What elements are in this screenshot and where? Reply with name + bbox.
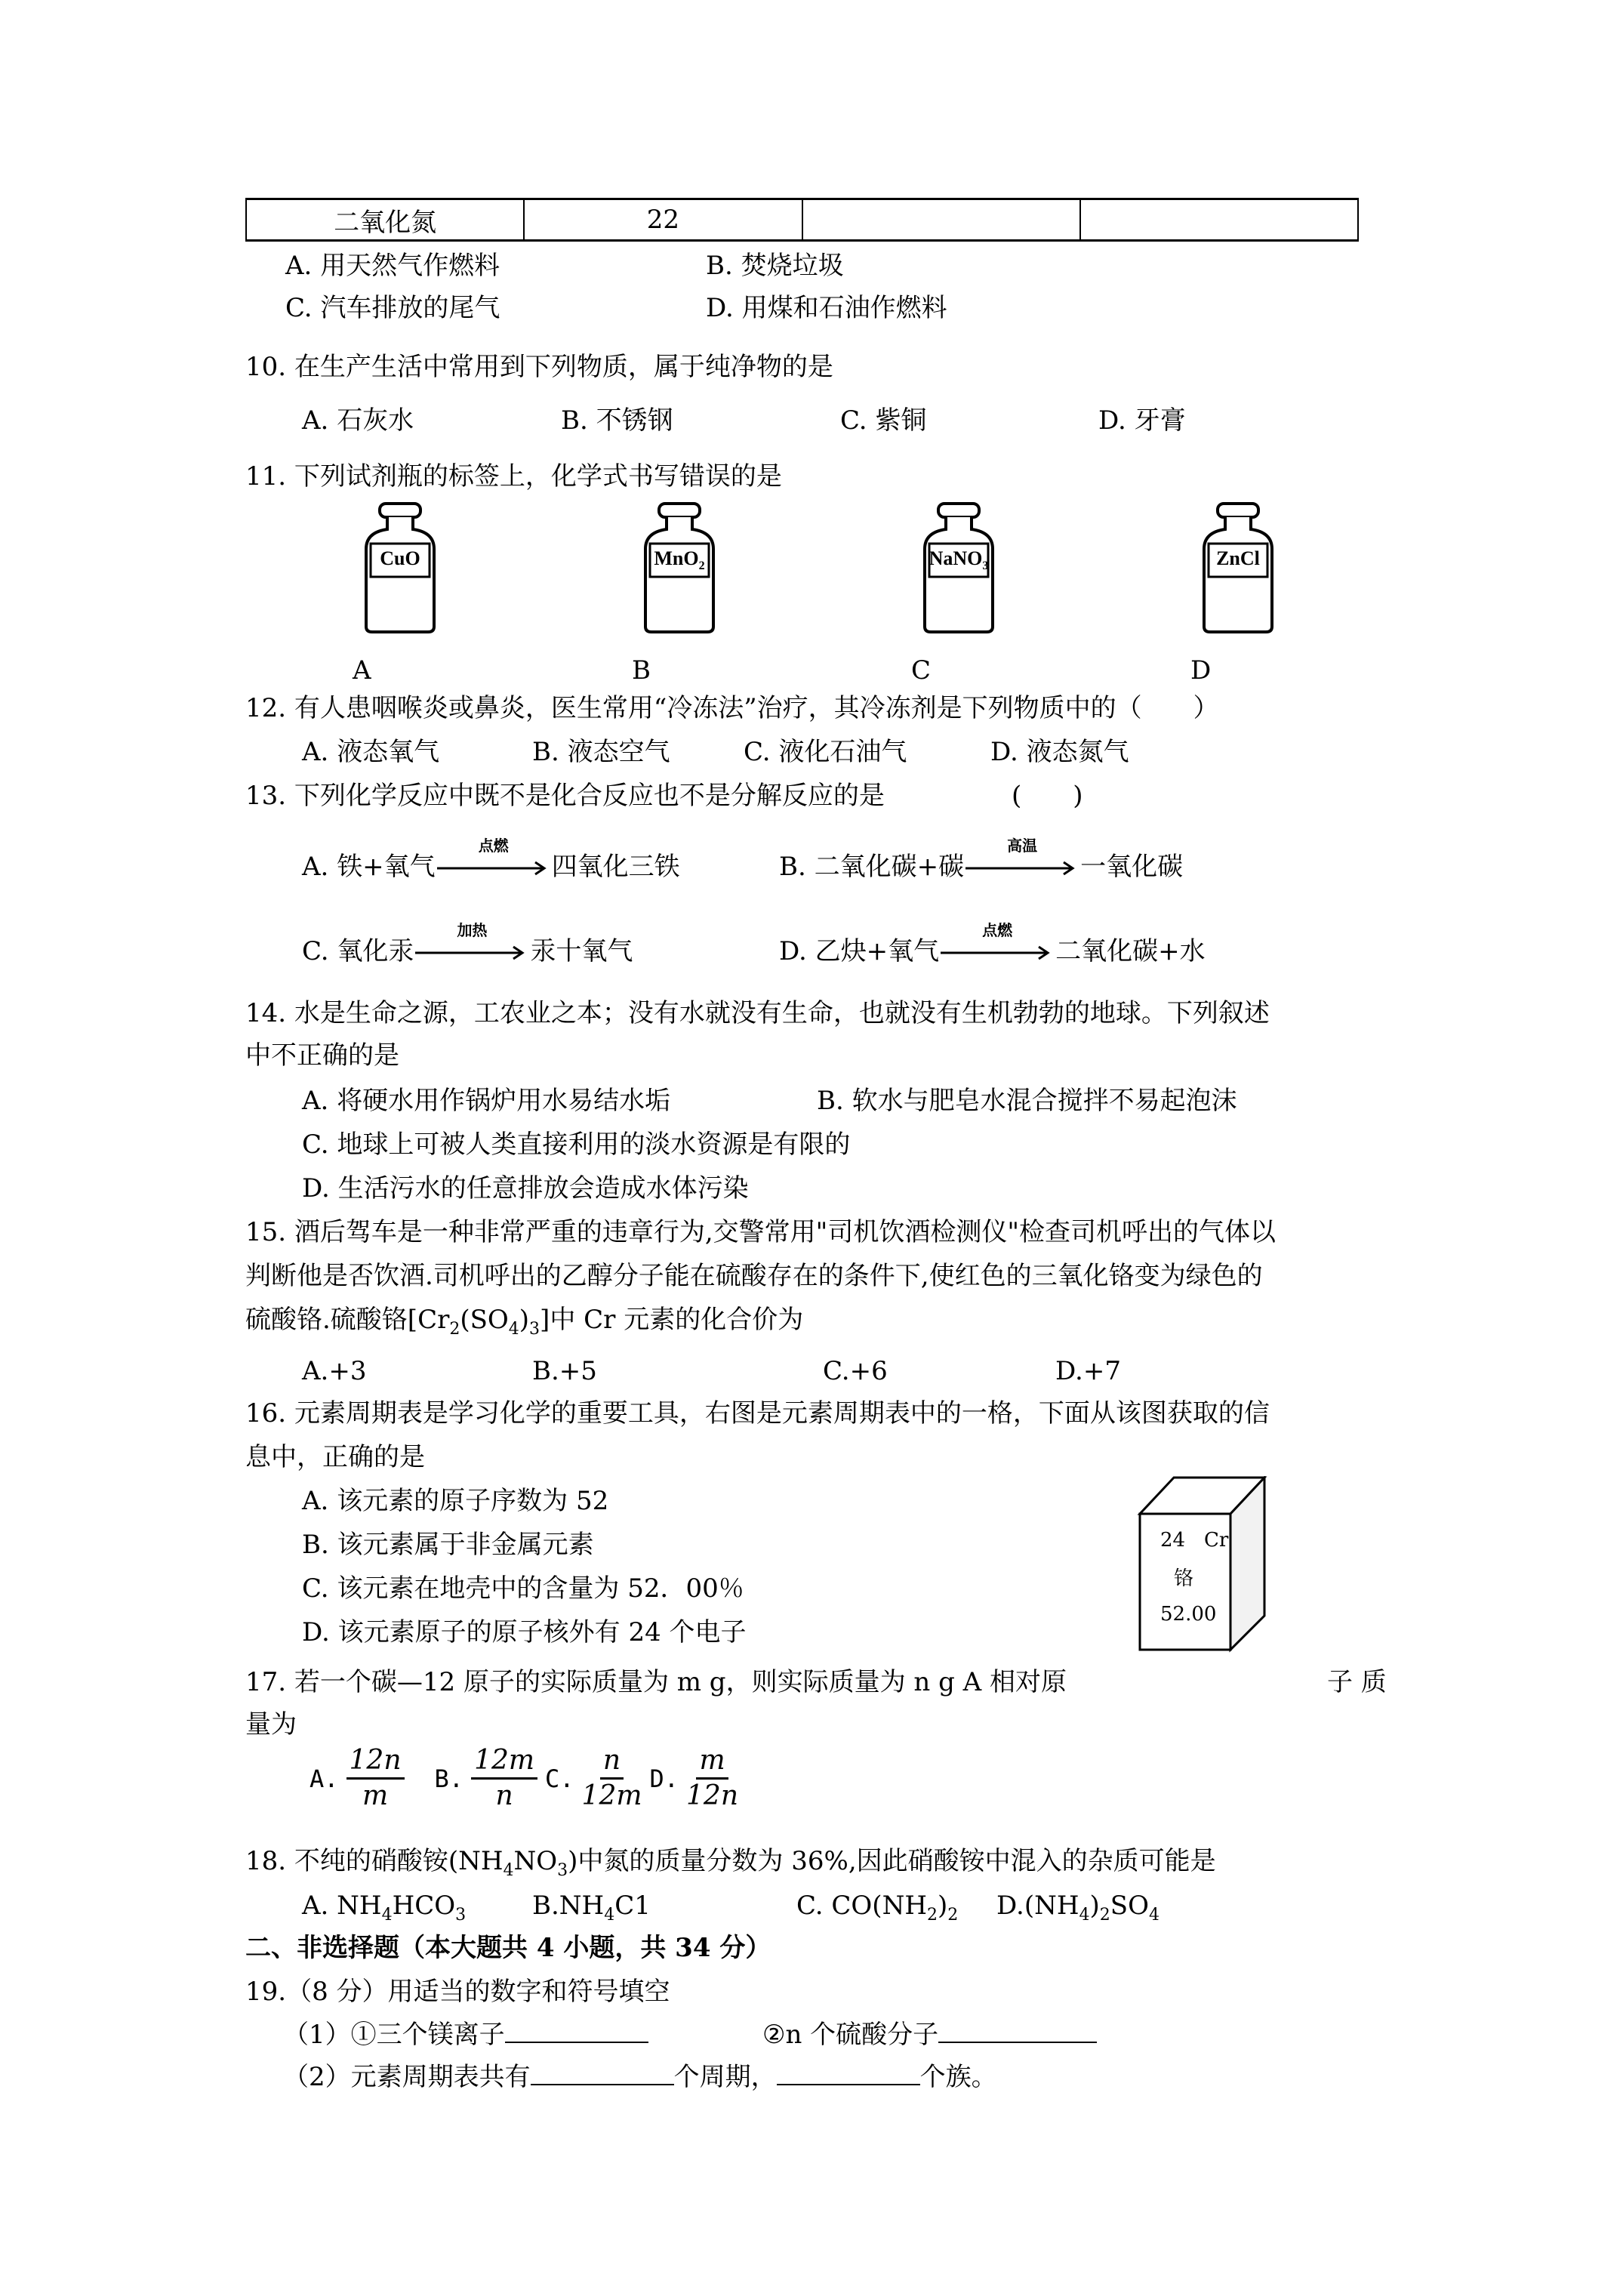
q11-stem: 11. 下列试剂瓶的标签上，化学式书写错误的是 xyxy=(245,461,782,492)
q9-option-c: C. 汽车排放的尾气 xyxy=(285,293,500,323)
q9-option-d: D. 用煤和石油作燃料 xyxy=(706,293,947,323)
q18-option-a: A. $NH_4HCO_3$ xyxy=(302,1891,467,1925)
q9-option-a: A. 用天然气作燃料 xyxy=(285,251,500,281)
q17-option-a-fraction: $\frac{12n}{m}$ xyxy=(346,1744,405,1813)
element-number: 24 xyxy=(1160,1529,1186,1552)
q10-option-d: D. 牙膏 xyxy=(1098,405,1186,436)
q14-stem-line1: 14. 水是生命之源，工农业之本；没有水就没有生命，也就没有生机勃勃的地球。下列叙述 xyxy=(245,998,1270,1028)
q17-option-b-fraction: $\frac{12m}{n}$ xyxy=(471,1744,537,1813)
reagent-bottle-c xyxy=(917,502,1000,634)
q16-option-b: B. 该元素属于非金属元素 xyxy=(302,1530,594,1560)
q16-stem-line2: 息中，正确的是 xyxy=(245,1442,425,1472)
q18-option-c: C. $CO(NH_2)_2$ xyxy=(796,1891,959,1925)
q17-option-d-key: D. xyxy=(649,1764,679,1793)
table-cell: 二氧化氮 xyxy=(247,200,525,239)
q17-option-c-fraction: $\frac{n}{12m}$ xyxy=(581,1745,642,1811)
reagent-bottle-b xyxy=(638,502,721,634)
q14-option-b: B. 软水与肥皂水混合搅拌不易起泡沫 xyxy=(817,1086,1237,1116)
bottle-label-formula: NaNO$_3$ xyxy=(929,547,989,572)
q17-option-c-key: C. xyxy=(545,1764,574,1793)
q17-stem-line2: 量为 xyxy=(245,1709,297,1740)
q18-stem: 18. 不纯的硝酸铵$(NH_4NO_3)$中氮的质量分数为 36%,因此硝酸铵中混入的杂质可能是 xyxy=(245,1846,1216,1880)
q17-option-a-key: A. xyxy=(310,1764,339,1793)
element-mass: 52.00 xyxy=(1160,1603,1217,1626)
q17-options xyxy=(310,1744,746,1813)
answer-blank[interactable] xyxy=(938,2017,1097,2043)
q17-option-d-fraction: $\frac{m}{12n}$ xyxy=(686,1745,739,1811)
q10-option-a: A. 石灰水 xyxy=(302,405,414,436)
q18-option-b: $B.NH_4C1$ xyxy=(532,1891,651,1925)
table-cell xyxy=(803,200,1081,239)
q9-option-b: B. 焚烧垃圾 xyxy=(706,251,844,281)
bottle-option-letter: C xyxy=(911,655,932,686)
element-cube-icon xyxy=(1136,1476,1310,1657)
q12-option-b: B. 液态空气 xyxy=(532,737,670,767)
q10-stem: 10. 在生产生活中常用到下列物质，属于纯净物的是 xyxy=(245,352,833,382)
q15-line3: 硫酸铬.硫酸铬$[Cr_2(SO_4)_3]$中 Cr 元素的化合价为 xyxy=(245,1305,804,1339)
element-cell-figure xyxy=(1136,1476,1310,1657)
q13-stem: 13. 下列化学反应中既不是化合反应也不是分解反应的是 xyxy=(245,781,885,811)
bottle-label-formula: CuO xyxy=(380,547,420,569)
q15-option-a: A.+3 xyxy=(302,1356,367,1386)
q15-option-b: B.+5 xyxy=(532,1356,597,1386)
q14-option-d: D. 生活污水的任意排放会造成水体污染 xyxy=(302,1173,749,1203)
reaction-arrow-icon: 点燃 xyxy=(437,853,550,883)
q14-option-c: C. 地球上可被人类直接利用的淡水资源是有限的 xyxy=(302,1130,851,1160)
q13-option-d: D. 乙炔+氧气 点燃 二氧化碳+水 xyxy=(779,921,1206,966)
reaction-arrow-icon: 加热 xyxy=(415,938,528,968)
reaction-arrow-icon: 点燃 xyxy=(941,938,1054,968)
q12-option-c: C. 液化石油气 xyxy=(744,737,907,767)
bottle-label-formula: ZnCl xyxy=(1216,547,1260,569)
reagent-bottle-d xyxy=(1196,502,1280,634)
section-heading: 二、非选择题（本大题共 4 小题，共 34 分） xyxy=(245,1933,771,1963)
q12-stem: 12. 有人患咽喉炎或鼻炎，医生常用“冷冻法”治疗，其冷冻剂是下列物质中的（ ） xyxy=(245,693,1219,723)
q19-stem: 19.（8 分）用适当的数字和符号填空 xyxy=(245,1977,670,2007)
q15-line2: 判断他是否饮酒.司机呼出的乙醇分子能在硫酸存在的条件下,使红色的三氧化铬变为绿色的 xyxy=(245,1261,1263,1291)
answer-blank[interactable] xyxy=(777,2060,920,2085)
q15-option-c: C.+6 xyxy=(823,1356,888,1386)
q19-part2: （2）元素周期表共有 个周期， 个族。 xyxy=(283,2060,997,2092)
q19-part1: （1）①三个镁离子 xyxy=(283,2017,648,2050)
bottle-label-formula: MnO$_2$ xyxy=(654,547,705,572)
bottle-option-letter: B xyxy=(632,655,651,686)
bottle-option-letter: A xyxy=(353,655,371,686)
answer-blank[interactable] xyxy=(531,2060,674,2085)
q14-stem-line2: 中不正确的是 xyxy=(245,1040,399,1071)
q10-option-c: C. 紫铜 xyxy=(840,405,927,436)
table-cell xyxy=(1081,200,1357,239)
q13-option-a: A. 铁+氧气 点燃 四氧化三铁 xyxy=(302,837,680,882)
q10-option-b: B. 不锈钢 xyxy=(561,405,673,436)
q14-option-a: A. 将硬水用作锅炉用水易结水垢 xyxy=(302,1086,671,1116)
element-symbol: Cr xyxy=(1204,1529,1229,1552)
q16-option-c: C. 该元素在地壳中的含量为 52．00％ xyxy=(302,1573,744,1604)
answer-blank[interactable] xyxy=(505,2017,648,2043)
q16-stem-line1: 16. 元素周期表是学习化学的重要工具，右图是元素周期表中的一格，下面从该图获取的信 xyxy=(245,1398,1270,1428)
table-cell: 22 xyxy=(525,200,802,239)
q15-line1: 15. 酒后驾车是一种非常严重的违章行为,交警常用"司机饮酒检测仪"检查司机呼出的气体以 xyxy=(245,1217,1276,1247)
q13-answer-paren: ( ) xyxy=(1012,781,1083,811)
data-table-row xyxy=(245,198,1359,242)
q15-option-d: D.+7 xyxy=(1055,1356,1121,1386)
reagent-bottle-a xyxy=(359,502,442,634)
q16-option-a: A. 该元素的原子序数为 52 xyxy=(302,1486,609,1516)
q16-option-d: D. 该元素原子的原子核外有 24 个电子 xyxy=(302,1617,747,1647)
q17-option-b-key: B. xyxy=(434,1764,464,1793)
q13-option-c: C. 氧化汞 加热 汞十氧气 xyxy=(302,921,633,966)
q19-part1b: ②n 个硫酸分子 xyxy=(762,2017,1097,2050)
q17-stem-line1: 17. 若一个碳—12 原子的实际质量为 m g，则实际质量为 n g A 相对原 xyxy=(245,1667,1067,1697)
q18-option-d: $D.(NH_4)_2SO_4$ xyxy=(996,1891,1160,1925)
element-name: 铬 xyxy=(1174,1567,1194,1590)
q12-option-a: A. 液态氧气 xyxy=(302,737,440,767)
reaction-arrow-icon: 高温 xyxy=(965,853,1079,883)
q12-option-d: D. 液态氮气 xyxy=(990,737,1129,767)
q17-stem-line1-tail: 子 质 xyxy=(1327,1667,1387,1697)
bottle-option-letter: D xyxy=(1190,655,1212,686)
q13-option-b: B. 二氧化碳+碳 高温 一氧化碳 xyxy=(779,837,1184,882)
